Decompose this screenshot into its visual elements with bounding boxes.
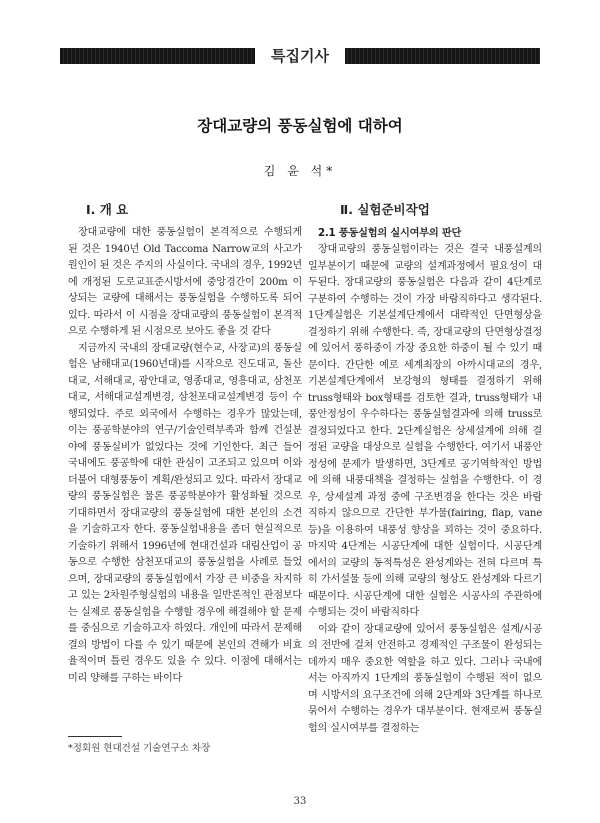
left-column [68,225,302,687]
body-paragraph: 이와 같이 장대교량에 있어서 풍동실험은 설계/시공의 전반에 걸쳐 안전하고 경제적인 구조물이 완성되는데까지 매우 중요한 역할을 하고 있다. 그러나 국내에서는 아직까지 1단계의 풍동실험이 수행된 적이 없으며 시방서의 요구조건에 의해 2단계와 3단계를 하나로 묶어서 수행하는 경우가 대부분이다. 현재로써 풍동실험의 실시여부를 결정하는 [308,623,542,734]
body-paragraph: 장대교량에 대한 풍동실험이 본격적으로 수행되게 된 것은 1940년 Old Taccoma Narrow교의 사고가 원인이 된 것은 주지의 사실이다. 국내의 경우, 1992년에 개정된 도로교표준시방서에 중앙경간이 200m 이상되는 교량에 대해서는 풍동실험을 수행하도록 되어있다. 따라서 이 시점을 장대교량의 풍동실험이 본격적으로 수행하게 된 시점으로 보아도 좋을 것 같다 [68,227,302,337]
body-paragraph: 장대교량의 풍동실험이라는 것은 결국 내풍설계의 일부분이기 때문에 교량의 설계과정에서 필요성이 대두된다. 장대교량의 풍동실험은 다음과 같이 4단계로 구분하여 수행하는 것이 가장 바람직하다고 생각된다. 1단계실험은 기본설계단계에서 대략적인 단면형상을 결정하기 위해 수행한다. 즉, 장대교량의 단면형상결정에 있어서 풍하중이 가장 중요한 하중이 될 수 있기 때문이다. 간단한 예로 세계최장의 아까시대교의 경우, 기본설계단계에서 보강형의 형태를 결정하기 위해 truss형태와 box형태를 검토한 결과, truss형태가 내풍안정성이 우수하다는 풍동실험결과에 의해 truss로 결정되었다고 한다. 2단계실험은 상세설계에 의해 결정된 교량을 대상으로 실험을 수행한다. 여기서 내풍안정성에 문제가 발생하면, 3단계로 공기역학적인 방법에 의해 내풍대책을 결정하는 실험을 수행한다. 이 경우, 상세설계 과정 중에 구조변경을 한다는 것은 바람직하지 않으므로 간단한 부가물(fairing, flap, vane 등)을 이용하여 내풍성 향상을 꾀하는 것이 중요하다. 마지막 4단계는 시공단계에 대한 실험이다. 시공단계에서의 교량의 동적특성은 완성계와는 전혀 다르며 특히 가서설물 등에 의해 교량의 형상도 완성계와 다르기 때문이다. 시공단계에 대한 실험은 시공사의 주관하에 수행되는 것이 바람직하다 [308,244,542,618]
subsection-heading: 2.1 풍동실험의 실시여부의 판단 [318,228,462,239]
right-column [308,226,542,737]
page-number: 33 [293,796,307,807]
article-author: 김 윤 석* [263,164,337,178]
section-label: 특집기사 [255,43,345,69]
author-footnote: *정회원 현대건설 기술연구소 차장 [68,743,211,754]
section-heading-preparation: Ⅱ. 실험준비작업 [340,202,430,217]
footnote-divider [68,736,122,737]
section-heading-overview: I. 개 요 [86,202,129,217]
body-paragraph: 지금까지 국내의 장대교량(현수교, 사장교)의 풍동실험은 남해대교(1960년대)를 시작으로 진도대교, 돌산대교, 서해대교, 광안대교, 영종대교, 영흥대교, 삼천포대교, 서해대교설계변경, 삼천포대교설계변경 등이 수행되었다. 주로 외국에서 수행하는 경우가 많았는데, 이는 풍공학분야의 연구/기술인력부족과 함께 건설분야에 풍동실비가 없었다는 것에 기인한다. 최근 들어 국내에도 풍공학에 대한 관심이 고조되고 있으며 이와 더불어 대형풍동이 계획/완성되고 있다. 따라서 장대교량의 풍동실험은 물론 풍공학분야가 활성화될 것으로 기대하면서 장대교량의 풍동실험에 대한 본인의 소견을 기술하고자 한다. 풍동실험내용을 좀더 현실적으로 기술하기 위해서 1996년에 현대건설과 대림산업이 공동으로 수행한 삼천포대교의 풍동실험을 사례로 들었으며, 장대교량의 풍동실험에서 가장 큰 비중을 차지하고 있는 2차원주형실험의 내용을 일반론적인 관점보다는 실제로 풍동실험을 수행할 경우에 해결해야 할 문제를 중심으로 기술하고자 하였다. 개인에 따라서 문제해결의 방법이 다를 수 있기 때문에 본인의 견해가 비효율적이며 틀린 경우도 있을 수 있다. 이점에 대해서는 미리 양해를 구하는 바이다 [68,342,302,684]
article-title: 장대교량의 풍동실험에 대하여 [197,117,403,135]
